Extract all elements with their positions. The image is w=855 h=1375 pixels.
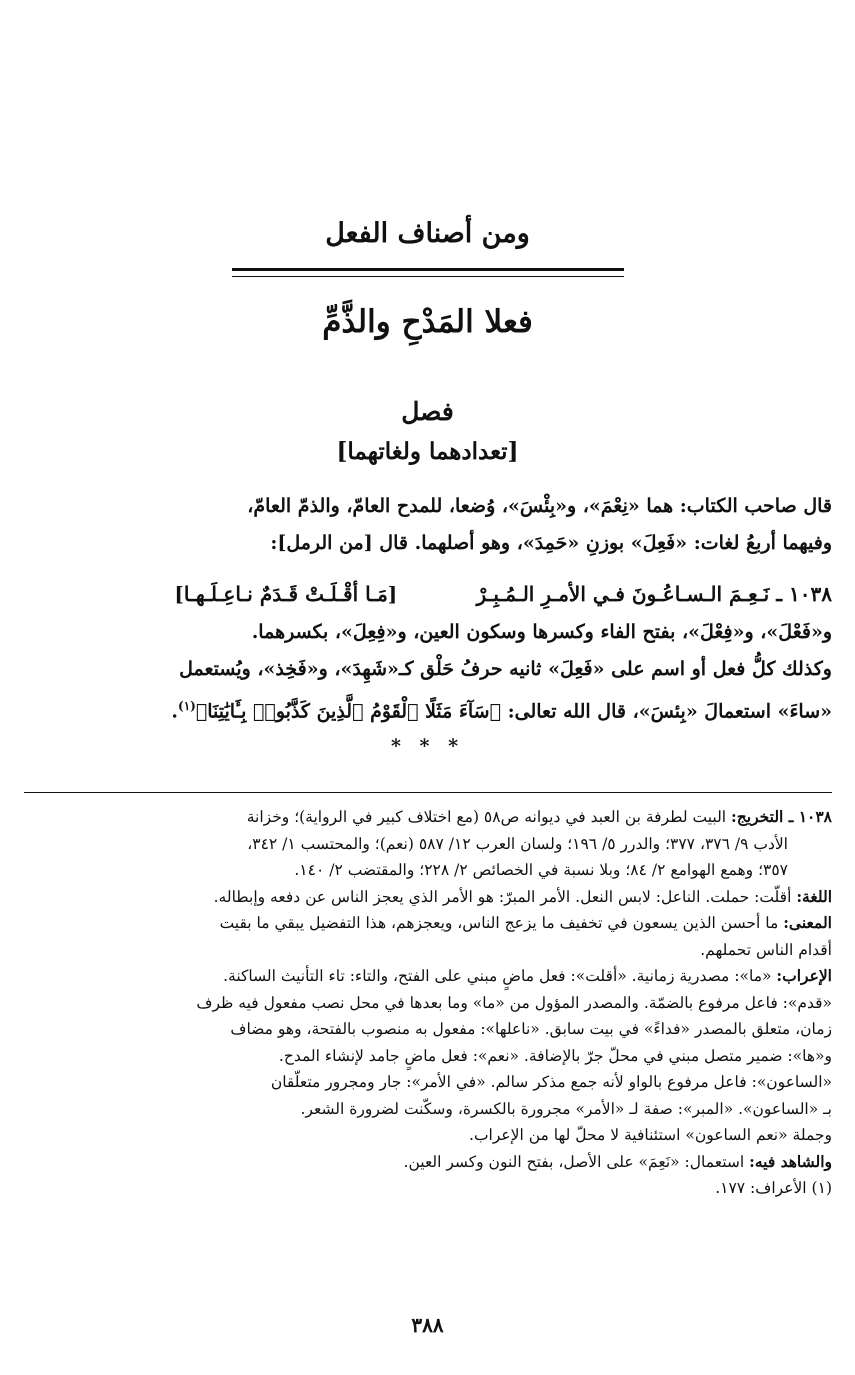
footnote-label: اللغة: bbox=[796, 886, 832, 906]
footnote-line: «الساعون»: فاعل مرفوع بالواو لأنه جمع مذكر سالم. «في الأمر»: جار ومجرور متعلّقان bbox=[270, 1073, 832, 1091]
footnote-line: ١٠٣٨ ـ التخريج: البيت لطرفة بن العبد في ديوانه ص٥٨ (مع اختلاف كبير في الرواية)؛ وخزانة bbox=[246, 807, 832, 826]
intro-paragraph bbox=[24, 488, 832, 562]
footnote-line: بـ «الساعون». «المبر»: صفة لـ «الأمر» مجرورة بالكسرة، وسكّنت لضرورة الشعر. bbox=[300, 1099, 832, 1118]
footnote-rule bbox=[24, 792, 832, 793]
footnote-line: والشاهد فيه: استعمال: «نَعِمَ» على الأصل، بفتح النون وكسر العين. bbox=[403, 1151, 832, 1171]
footnote-line: «قدم»: فاعل مرفوع بالضمّة. والمصدر المؤول من «ما» وما بعدها في محل نصب مفعول فيه ظرف bbox=[196, 993, 832, 1012]
section-title: ومن أصناف الفعل bbox=[325, 218, 530, 249]
fasl-heading: فصل bbox=[401, 397, 454, 426]
footnote-line: (١) الأعراف: ١٧٧. bbox=[715, 1179, 832, 1197]
body-line: «ساءَ» استعمالَ «بِئسَ»، قال الله تعالى: ﴿سَآءَ مَثَلًا ٱلْقَوْمُ ٱلَّذِينَ كَذَّبُوا۟ بِـَٔايَٰتِنَا﴾$^{(١)}$. bbox=[171, 699, 832, 723]
verse-hemistich: نَـعِـمَ الـسـاعُـونَ فـي الأمـرِ الـمُـبِـرْ bbox=[476, 582, 770, 606]
title-rule-thin bbox=[232, 276, 624, 277]
footnote-line: وجملة «نعم الساعون» استئنافية لا محلّ لها من الإعراب. bbox=[469, 1126, 832, 1144]
footnote-line: زمان، متعلق بالمصدر «فداءً» في بيت سابق. «ناعلها»: مفعول به منصوب بالفتحة، وهو مضاف bbox=[230, 1020, 832, 1038]
page-number: ٣٨٨ bbox=[411, 1313, 444, 1337]
footnote-line: ٣٥٧؛ وهمع الهوامع ٢/ ٨٤؛ وبلا نسبة في الخصائص ٢/ ٢٢٨؛ والمقتضب ٢/ ١٤٠. bbox=[294, 861, 788, 879]
verse-line bbox=[24, 576, 832, 613]
verse-number: ١٠٣٨ ـ bbox=[776, 582, 832, 606]
footnote-label: الإعراب: bbox=[776, 966, 832, 985]
body-line: وفيهما أربعُ لغات: «فَعِلَ» بوزنِ «حَمِدَ»، وهو أصلهما. قال [من الرمل]: bbox=[270, 532, 832, 554]
footnote-line: و«ها»: ضمير متصل مبني في محلّ جرّ بالإضافة. «نعم»: فعل ماضٍ جامد لإنشاء المدح. bbox=[278, 1046, 832, 1065]
chapter-title: فعلا المَدْحِ والذَّمِّ bbox=[322, 304, 533, 340]
quran-citation: «ساءَ» استعمالَ «بِئسَ»، قال الله تعالى: ﴿سَآءَ مَثَلًا ٱلْقَوْمُ ٱلَّذِينَ كَذَّبُوا۟ بِـَٔايَٰتِنَا﴾ bbox=[195, 700, 832, 723]
fasl-subtitle: [تعدادهما ولغاتهما] bbox=[336, 438, 519, 465]
body-line: وكذلك كلُّ فعل أو اسم على «فَعِلَ» ثانيه حرفُ حَلْق كـ«شَهِدَ»، و«فَخِذ»، ويُستعمل bbox=[179, 658, 832, 680]
section-divider-stars: * * * bbox=[390, 735, 465, 757]
body-paragraph bbox=[24, 614, 832, 730]
verse-hemistich: [مَـا أقْـلَـتْ قَـدَمٌ نـاعِـلَـهـا] bbox=[174, 582, 398, 606]
body-line: قال صاحب الكتاب: هما «نِعْمَ»، و«بِئْسَ»، وُضعا، للمدح العامّ، والذمّ العامّ، bbox=[247, 495, 832, 517]
footnote-label: (١) bbox=[811, 1179, 832, 1197]
footnote-line: الأدب ٩/ ٣٧٦، ٣٧٧؛ والدرر ٥/ ١٩٦؛ ولسان العرب ١٢/ ٥٨٧ (نعم)؛ والمحتسب ١/ ٣٤٢، bbox=[247, 834, 788, 853]
body-line: و«فَعْلَ»، و«فِعْلَ»، بفتح الفاء وكسرها وسكون العين، و«فِعِلَ»، بكسرهما. bbox=[251, 621, 832, 643]
footnote-line: المعنى: ما أحسن الذين يسعون في تخفيف ما يزعج الناس، ويعجزهم، هذا التفضيل يبقي ما بقيت bbox=[219, 913, 832, 932]
footnote-line: الإعراب: «ما»: مصدرية زمانية. «أقلت»: فعل ماضٍ مبني على الفتح، والتاء: تاء التأنيث الساكنة. bbox=[223, 966, 832, 985]
footnote-label: والشاهد فيه: bbox=[749, 1151, 832, 1171]
footnote-marker: (١) bbox=[178, 699, 196, 713]
footnote-line: اللغة: أقلّت: حملت. الناعل: لابس النعل. الأمر المبرّ: هو الأمر الذي يعجز الناس عن دفعه وإبطاله. bbox=[213, 886, 832, 906]
footnote-line: أقدام الناس تحملهم. bbox=[700, 940, 832, 959]
footnote-label: ١٠٣٨ ـ التخريج: bbox=[731, 807, 832, 826]
footnote-label: المعنى: bbox=[783, 913, 832, 932]
title-rule-thick bbox=[232, 268, 624, 271]
footnotes bbox=[16, 804, 832, 1202]
